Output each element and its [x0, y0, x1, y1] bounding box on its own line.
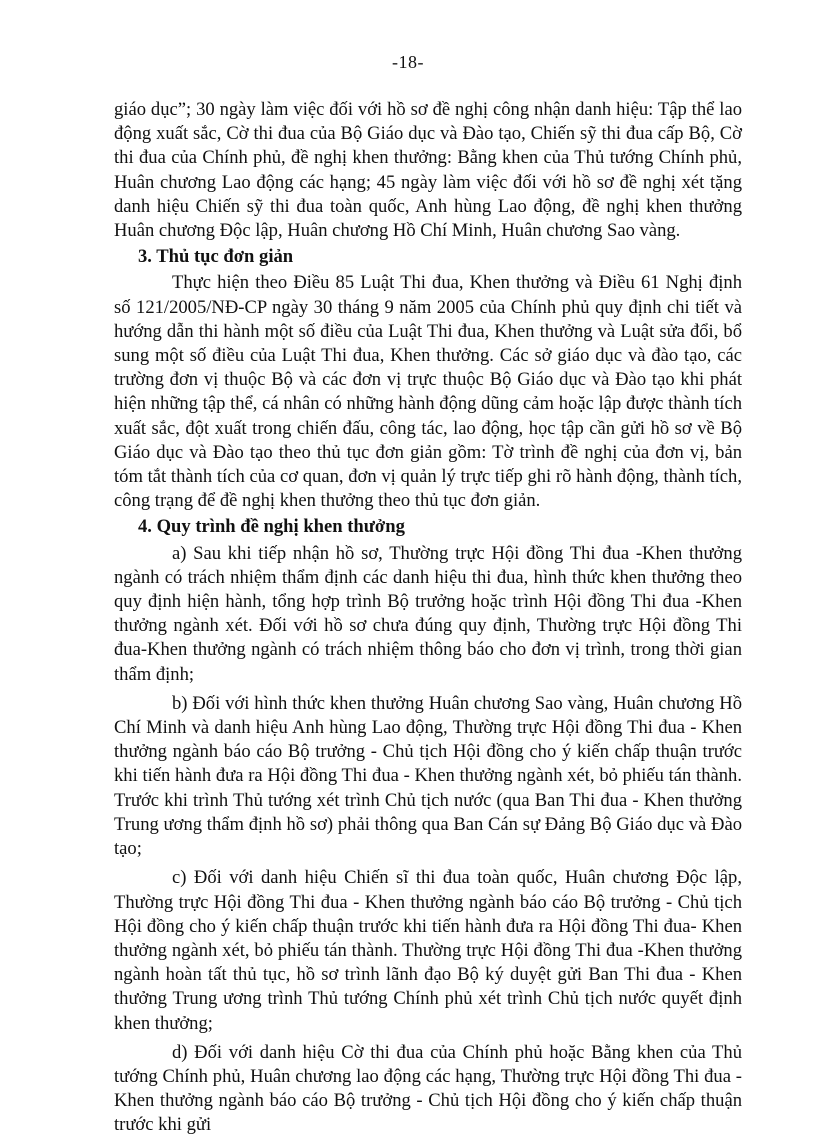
paragraph-item-d: d) Đối với danh hiệu Cờ thi đua của Chính phủ hoặc Bằng khen của Thủ tướng Chính phủ, Huân chương lao động các hạng, Thường trực Hội đồng Thi đua - Khen thưởng ngành báo cáo Bộ trưởng - Chủ tịch Hội đồng cho ý kiến chấp thuận trước khi gửi — [114, 1041, 742, 1136]
paragraph-item-c: c) Đối với danh hiệu Chiến sĩ thi đua toàn quốc, Huân chương Độc lập, Thường trực Hội đồng Thi đua - Khen thưởng ngành báo cáo Bộ trưởng - Chủ tịch Hội đồng cho ý kiến chấp thuận trước khi tiến hành đưa ra Hội đồng Thi đua- Khen thưởng ngành xét, bỏ phiếu tán thành. Thường trực Hội đồng Thi đua -Khen thưởng ngành hoàn tất thủ tục, hồ sơ trình lãnh đạo Bộ ký duyệt gửi Ban Thi đua - Khen thưởng Trung ương trình Thủ tướng Chính phủ xét trình Chủ tịch nước quyết định khen thưởng; — [114, 867, 742, 1034]
page-number: -18- — [392, 52, 424, 72]
section-heading-3: 3. Thủ tục đơn giản — [138, 246, 294, 268]
document-body — [114, 98, 742, 1138]
section-heading-4: 4. Quy trình đề nghị khen thưởng — [138, 516, 405, 538]
paragraph-item-b: b) Đối với hình thức khen thưởng Huân chương Sao vàng, Huân chương Hồ Chí Minh và danh hiệu Anh hùng Lao động, Thường trực Hội đồng Thi đua - Khen thưởng ngành báo cáo Bộ trưởng - Chủ tịch Hội đồng cho ý kiến chấp thuận trước khi tiến hành đưa ra Hội đồng Thi đua - Khen thưởng ngành xét, bỏ phiếu tán thành. Trước khi trình Thủ tướng xét trình Chủ tịch nước (qua Ban Thi đua - Khen thưởng Trung ương thẩm định hồ sơ) phải thông qua Ban Cán sự Đảng Bộ Giáo dục và Đào tạo; — [114, 692, 742, 860]
paragraph-continuation: giáo dục”; 30 ngày làm việc đối với hồ sơ đề nghị công nhận danh hiệu: Tập thể lao động xuất sắc, Cờ thi đua của Bộ Giáo dục và Đào tạo, Chiến sỹ thi đua cấp Bộ, Cờ thi đua của Chính phủ, đề nghị khen thưởng: Bằng khen của Thủ tướng Chính phủ, Huân chương Lao động các hạng; 45 ngày làm việc đối với hồ sơ đề nghị xét tặng danh hiệu Chiến sỹ thi đua toàn quốc, Anh hùng Lao động, đề nghị khen thưởng Huân chương Độc lập, Huân chương Hồ Chí Minh, Huân chương Sao vàng. — [114, 99, 742, 242]
paragraph-item-a: a) Sau khi tiếp nhận hồ sơ, Thường trực Hội đồng Thi đua -Khen thưởng ngành có trách nhiệm thẩm định các danh hiệu thi đua, hình thức khen thưởng theo quy định hiện hành, tổng hợp trình Bộ trưởng hoặc trình Hội đồng Thi đua -Khen thưởng ngành xét. Đối với hồ sơ chưa đúng quy định, Thường trực Hội đồng Thi đua-Khen thưởng ngành có trách nhiệm thông báo cho đơn vị trình, trong thời gian thẩm định; — [114, 542, 742, 685]
paragraph-simple-procedure: Thực hiện theo Điều 85 Luật Thi đua, Khen thưởng và Điều 61 Nghị định số 121/2005/NĐ-CP ngày 30 tháng 9 năm 2005 của Chính phủ quy định chi tiết và hướng dẫn thi hành một số điều của Luật Thi đua, Khen thưởng và Luật sửa đổi, bổ sung một số điều của Luật Thi đua, Khen thưởng. Các sở giáo dục và đào tạo, các trường đơn vị thuộc Bộ và các đơn vị trực thuộc Bộ Giáo dục và Đào tạo khi phát hiện những tập thể, cá nhân có những hành động dũng cảm hoặc lập được thành tích xuất sắc, đột xuất trong chiến đấu, công tác, lao động, học tập cần gửi hồ sơ về Bộ Giáo dục và Đào tạo theo thủ tục đơn giản gồm: Tờ trình đề nghị của đơn vị, bản tóm tắt thành tích của cơ quan, đơn vị quản lý trực tiếp ghi rõ hành động, thành tích, công trạng để đề nghị khen thưởng theo thủ tục đơn giản. — [114, 272, 742, 512]
